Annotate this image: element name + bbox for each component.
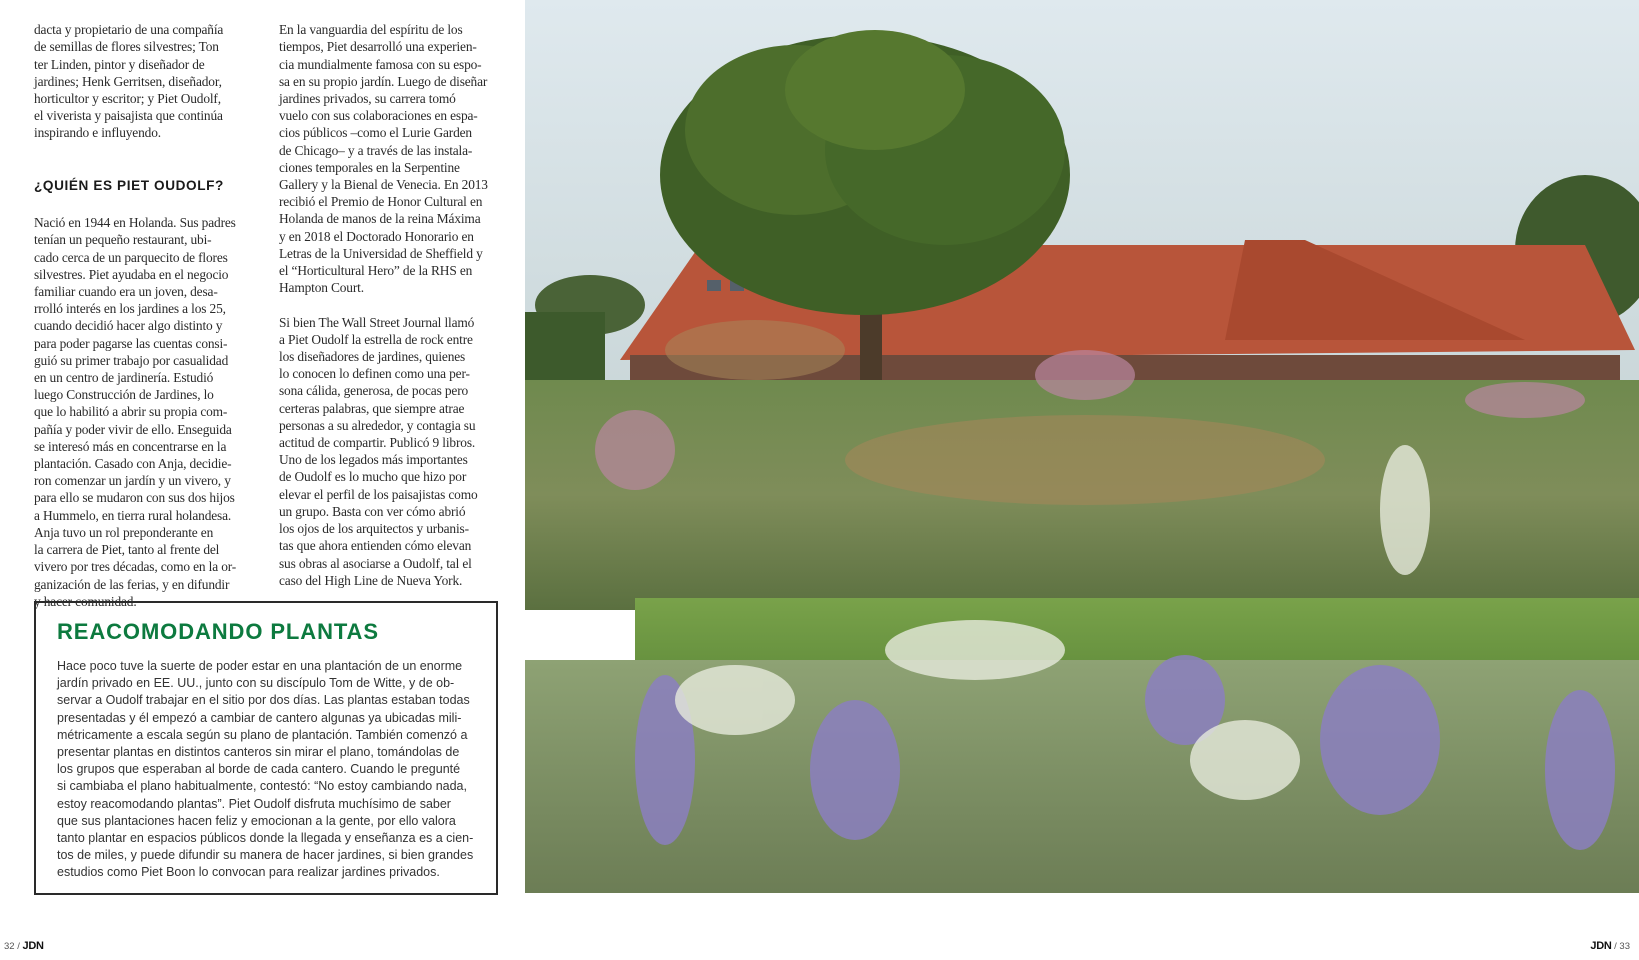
sidebar-body: Hace poco tuve la suerte de poder estar en una plantación de un enorme jardín privado en EE. UU., junto con su discípulo Tom de Witte, y de ob- servar a Oudolf trabajar en el sitio por dos días. Las plantas estaban todas presentadas y él empezó a cambiar de cantero algunas ya ubicadas mili- métricamente a escala según su plano de plantación. También comenzó a presentar plantas en distintos canteros sin mirar el plano, tomándolas de los grupos que esperaban al borde de cada cantero. Cuando le pregunté si cambiaba el plano habitualmente, contestó: “No estoy cambiando nada, estoy reacomodando plantas”. Piet Oudolf disfruta muchísimo de saber que sus plantaciones hacen feliz y emocionan a la gente, por ello valora tanto plantar en espacios públicos donde la llegada y enseñanza es a cien- tos de miles, y puede difundir su manera de hacer jardines, si bien grandes estudios como Piet Boon lo convocan para realizar jardines privados. — [57, 659, 474, 880]
folio-separator: / — [1614, 941, 1617, 952]
garden-photo — [525, 0, 1639, 893]
section-heading: ¿QUIÉN ES PIET OUDOLF? — [34, 177, 224, 193]
body-paragraph-1: En la vanguardia del espíritu de los tiempos, Piet desarrolló una experien- cia mundialmente famosa con su espo- sa en su propio jardín. Luego de diseñar jardines privados, su carrera tomó vuelo con sus colaboraciones en espa- cios públicos –como el Lurie Garden de Chicago– y a través de las instala- ciones temporales en la Serpentine Gallery y la Bienal de Venecia. En 2013 recibió el Premio de Honor Cultural en Holanda de manos de la reina Máxima y en 2018 el Doctorado Honorario en Letras de la Universidad de Sheffield y el “Horticultural Hero” de la RHS en Hampton Court. — [279, 22, 488, 296]
folio-separator: / — [17, 941, 20, 952]
sidebar-box — [34, 601, 498, 895]
body-paragraph: Nació en 1944 en Holanda. Sus padres tenían un pequeño restaurant, ubi- cado cerca de un parquecito de flores silvestres. Piet ayudaba en el negocio familiar cuando era un joven, desa- rrolló interés en los jardines a los 25, cuando decidió hacer algo distinto y para poder pagarse las cuentas consi- guió su primer trabajo por casualidad en un centro de jardinería. Estudió luego Construcción de Jardines, lo que lo habilitó a abrir su propia com- pañía y poder vivir de ello. Enseguida se interesó más en concentrarse en la plantación. Casado con Anja, decidie- ron comenzar un jardín y un vivero, y para ello se mudaron con sus dos hijos a Hummelo, en tierra rural holandesa. Anja tuvo un rol preponderante en la carrera de Piet, tanto al frente del vivero por tres décadas, como en la or- ganización de las ferias, y en difundir y hacer comunidad. — [34, 215, 237, 609]
article-column-middle — [279, 4, 504, 606]
brand-logo: JDN — [1590, 940, 1612, 952]
body-paragraph-2: Si bien The Wall Street Journal llamó a Piet Oudolf la estrella de rock entre los diseñadores de jardines, quienes lo conocen lo definen como una per- sona cálida, generosa, de pocas pero certeras palabras, que siempre atrae personas a su alrededor, y contagia su actitud de compartir. Publicó 9 libros. Uno de los legados más importantes de Oudolf es lo mucho que hizo por elevar el perfil de los paisajistas como un grupo. Basta con ver cómo abrió los ojos de los arquitectos y urbanis- tas que ahora entienden cómo elevan sus obras al asociarse a Oudolf, tal el caso del High Line de Nueva York. — [279, 314, 478, 588]
brand-logo: JDN — [22, 940, 44, 952]
sidebar-title: REACOMODANDO PLANTAS — [57, 619, 379, 644]
page-folio-left — [4, 940, 44, 952]
page-number: 33 — [1619, 941, 1630, 952]
intro-paragraph: dacta y propietario de una compañía de semillas de flores silvestres; Ton ter Linden, pintor y diseñador de jardines; Henk Gerritsen, diseñador, horticultor y escritor; y Piet Oudolf, el viverista y paisajista que continúa inspirando e influyendo. — [34, 22, 224, 141]
page-number: 32 — [4, 941, 15, 952]
article-column-left — [34, 4, 259, 627]
page-folio-right — [1590, 940, 1630, 952]
